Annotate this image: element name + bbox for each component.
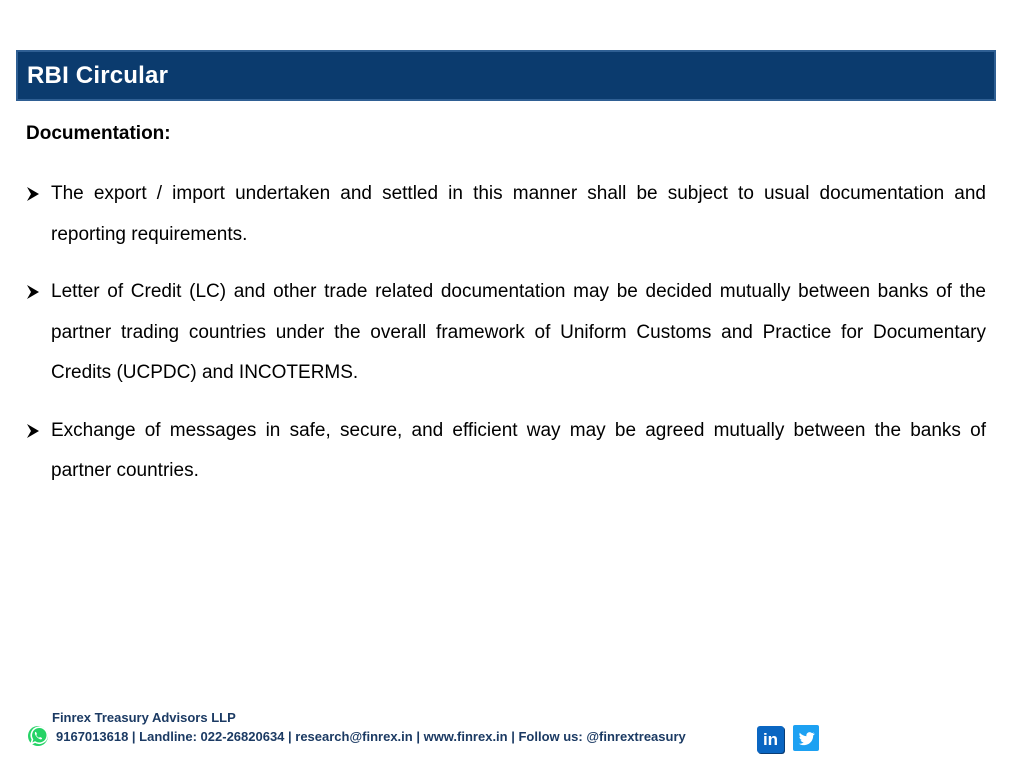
bullet-text: Exchange of messages in safe, secure, and efficient way may be agreed mutually between the banks of partner countries. <box>51 419 986 481</box>
list-item <box>26 272 986 394</box>
company-name: Finrex Treasury Advisors LLP <box>52 710 236 725</box>
contact-info: 9167013618 | Landline: 022-26820634 | research@finrex.in | www.finrex.in | Follow us: @finrextreasury <box>56 729 686 744</box>
title-bar <box>16 50 996 101</box>
twitter-icon[interactable] <box>793 725 819 751</box>
bullet-text: The export / import undertaken and settled in this manner shall be subject to usual documentation and reporting requirements. <box>51 183 986 245</box>
footer <box>0 700 1024 768</box>
whatsapp-icon[interactable] <box>27 725 49 747</box>
list-item <box>26 411 986 492</box>
bullet-list <box>26 174 986 509</box>
linkedin-icon[interactable]: in <box>757 726 784 753</box>
page-title: RBI Circular <box>27 61 169 89</box>
arrow-bullet-icon <box>26 272 51 312</box>
section-heading: Documentation: <box>26 123 171 144</box>
arrow-bullet-icon <box>26 174 51 214</box>
bullet-text: Letter of Credit (LC) and other trade related documentation may be decided mutually between banks of the partner trading countries under the overall framework of Uniform Customs and Practice for Documentary Credits (UCPDC) and INCOTERMS. <box>51 281 986 383</box>
arrow-bullet-icon <box>26 411 51 451</box>
list-item <box>26 174 986 255</box>
